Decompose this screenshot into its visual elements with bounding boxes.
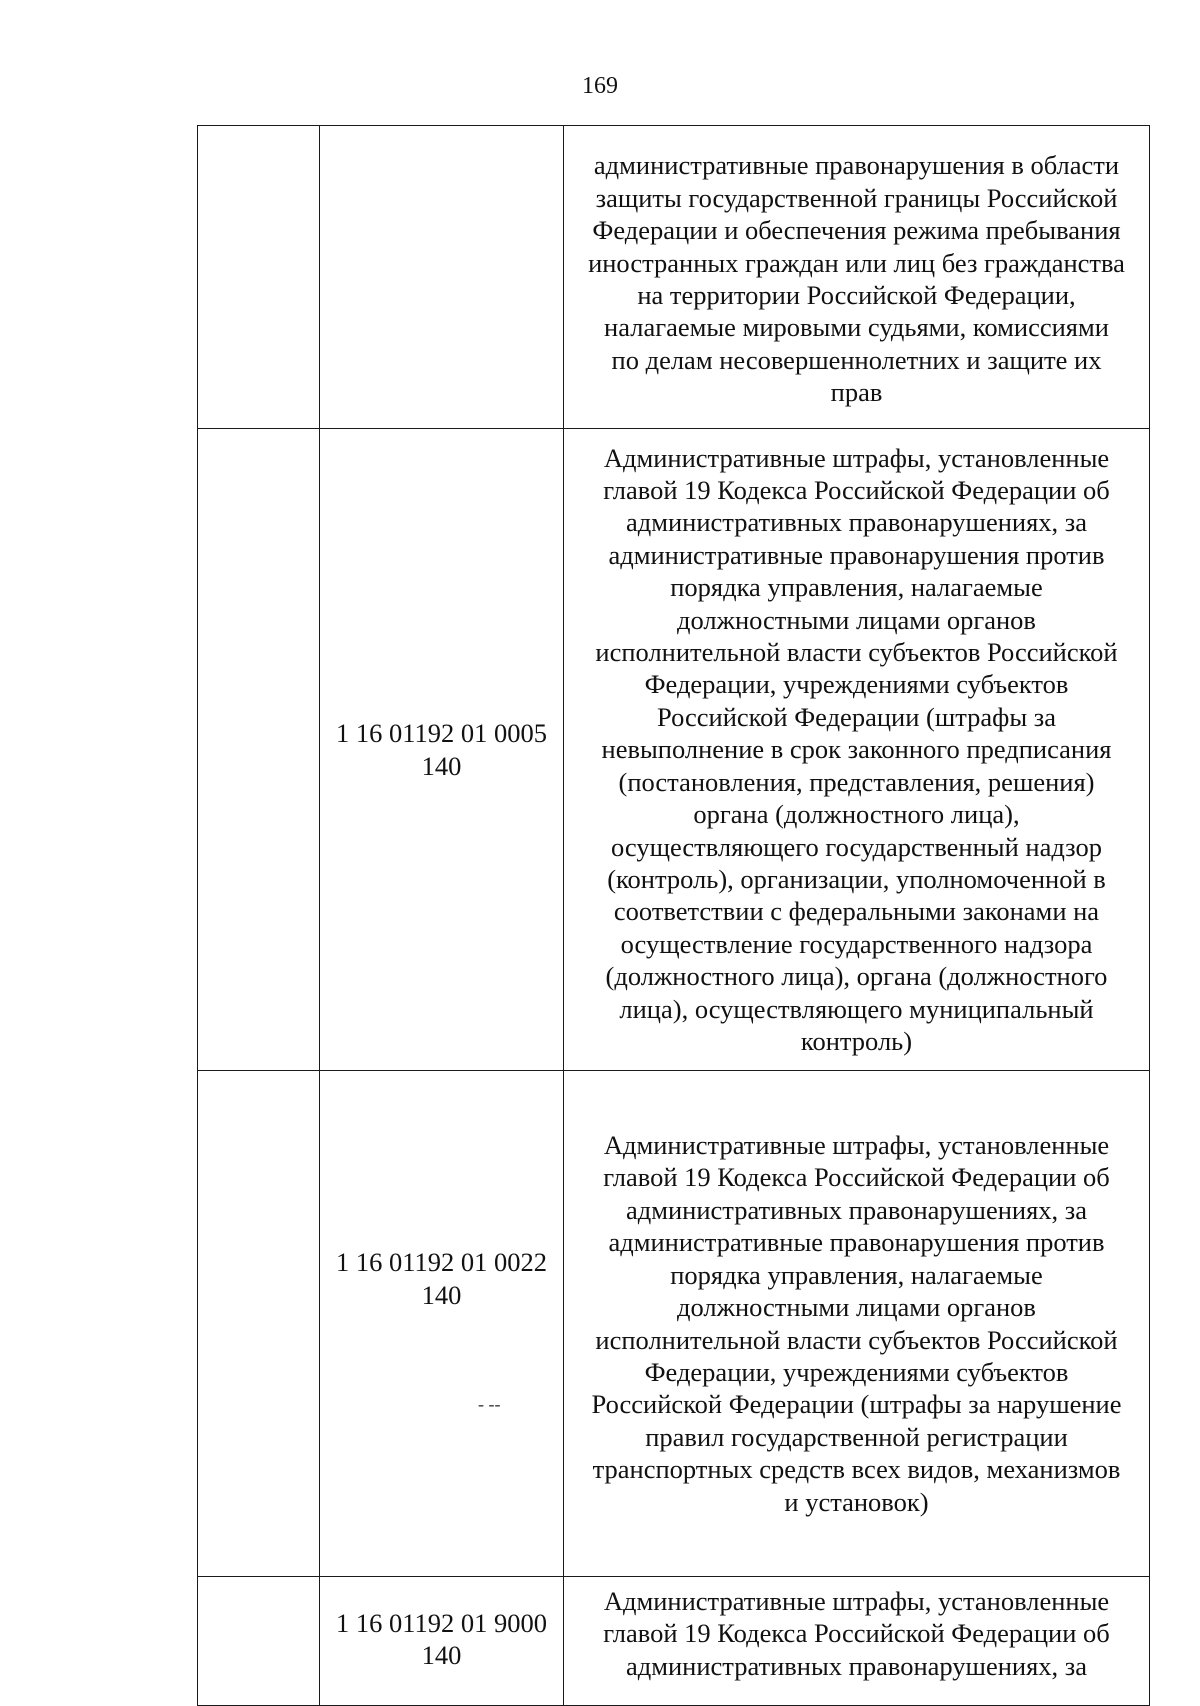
table-row <box>198 429 1150 1071</box>
description-cell: Административные штрафы, установленные главой 19 Кодекса Российской Федерации об административных правонарушениях, за административные правонарушения против порядка управления, налагаемые должностными лицами органов исполнительной власти субъектов Российской Федерации, учреждениями субъектов Российской Федерации (штрафы за невыполнение в срок законного предписания (постановления, представления, решения) органа (должностного лица), осуществляющего государственный надзор (контроль), организации, уполномоченной в соответствии с федеральными законами на осуществление государственного надзора (должностного лица), органа (должностного лица), осуществляющего муниципальный контроль) <box>564 429 1150 1071</box>
budget-code-cell: 1 16 01192 01 9000 140 <box>320 1577 564 1706</box>
row-number-cell <box>198 126 320 429</box>
description-cell: Административные штрафы, установленные главой 19 Кодекса Российской Федерации об административных правонарушениях, за административные правонарушения против порядка управления, налагаемые должностными лицами органов исполнительной власти субъектов Российской Федерации, учреждениями субъектов Российской Федерации (штрафы за нарушение правил государственной регистрации транспортных средств всех видов, механизмов и установок) <box>564 1071 1150 1577</box>
budget-code-cell: 1 16 01192 01 0005 140 <box>320 429 564 1071</box>
budget-codes-table <box>197 125 1150 1706</box>
row-number-cell <box>198 429 320 1071</box>
page-number: 169 <box>582 73 618 99</box>
budget-code-cell: 1 16 01192 01 0022 140 <box>320 1071 564 1577</box>
table-row <box>198 1071 1150 1577</box>
table-row <box>198 1577 1150 1706</box>
table-row <box>198 126 1150 429</box>
row-number-cell <box>198 1577 320 1706</box>
budget-code-cell <box>320 126 564 429</box>
description-cell: Административные штрафы, установленные главой 19 Кодекса Российской Федерации об административных правонарушениях, за <box>564 1577 1150 1706</box>
row-number-cell <box>198 1071 320 1577</box>
description-cell: административные правонарушения в области защиты государственной границы Российской Федерации и обеспечения режима пребывания иностранных граждан или лиц без гражданства на территории Российской Федерации, налагаемые мировыми судьями, комиссиями по делам несовершеннолетних и защите их прав <box>564 126 1150 429</box>
scan-mark: - -- <box>478 1394 501 1414</box>
